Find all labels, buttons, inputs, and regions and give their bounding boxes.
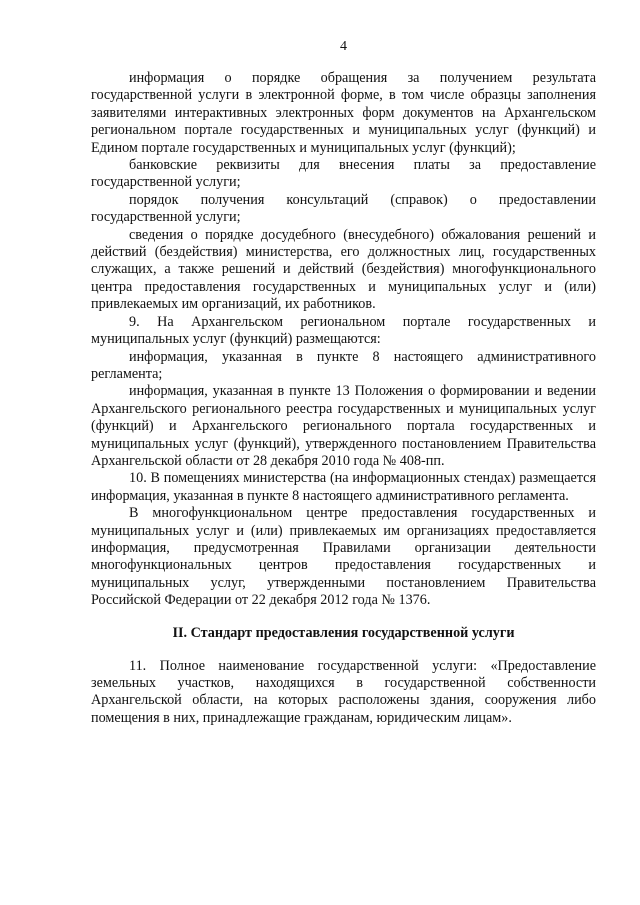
paragraph-bank-details: банковские реквизиты для внесения платы за предоставление государственной услуги;	[91, 157, 596, 191]
paragraph-consultations: порядок получения консультаций (справок) о предоставлении государственной услуги;	[91, 191, 596, 226]
paragraphs-after	[91, 658, 596, 728]
paragraph-10: 10. В помещениях министерства (на информационных стендах) размещается информация, указанная в пункте 8 настоящего административного регламента.	[91, 470, 596, 504]
paragraph-11: 11. Полное наименование государственной услуги: «Предоставление земельных участков, находящихся в государственной собственности Архангельской области, на которых расположены здания, сооружения либо помещения в них, принадлежащие гражданам, юридическим лицам».	[91, 657, 596, 726]
page-number: 4	[340, 39, 347, 54]
paragraph-9-item-2: информация, указанная в пункте 13 Положения о формировании и ведении Архангельского регионального реестра государственных и муниципальных услуг (функций) и Архангельского регионального портала государственных и муниципальных услуг (функций), утвержденного постановлением Правительства Архангельской области от 28 декабря 2010 года № 408-пп.	[91, 383, 596, 469]
paragraph-9-item-1: информация, указанная в пункте 8 настоящего административного регламента;	[91, 348, 596, 382]
paragraph-electronic-info: информация о порядке обращения за получением результата государственной услуги в электронной форме, в том числе образцы заполнения заявителями интерактивных электронных форм документов на Архангельском региональном портале государственных и муниципальных услуг (функций) и Едином портале государственных и муниципальных услуг (функций);	[91, 70, 596, 156]
paragraph-appeal-procedure: сведения о порядке досудебного (внесудебного) обжалования решений и действий (бездействия) министерства, его должностных лиц, государственных служащих, а также решений и действий (бездействия) многофункционального центра предоставления государственных и муниципальных услуг и (или) привлекаемых им организаций, их работников.	[91, 226, 596, 313]
paragraph-mfc: В многофункциональном центре предоставления государственных и муниципальных услуг и (или) привлекаемых им организациях предоставляется информация, предусмотренная Правилами организации деятельности многофункциональных центров предоставления государственных и муниципальных услуг, утвержденными постановлением Правительства Российской Федерации от 22 декабря 2012 года № 1376.	[91, 505, 596, 609]
section-heading: II. Стандарт предоставления государственной услуги	[172, 624, 515, 641]
paragraph-9: 9. На Архангельском региональном портале государственных и муниципальных услуг (функций) размещаются:	[91, 313, 596, 348]
paragraphs-before	[91, 70, 596, 610]
document-page	[91, 38, 596, 727]
